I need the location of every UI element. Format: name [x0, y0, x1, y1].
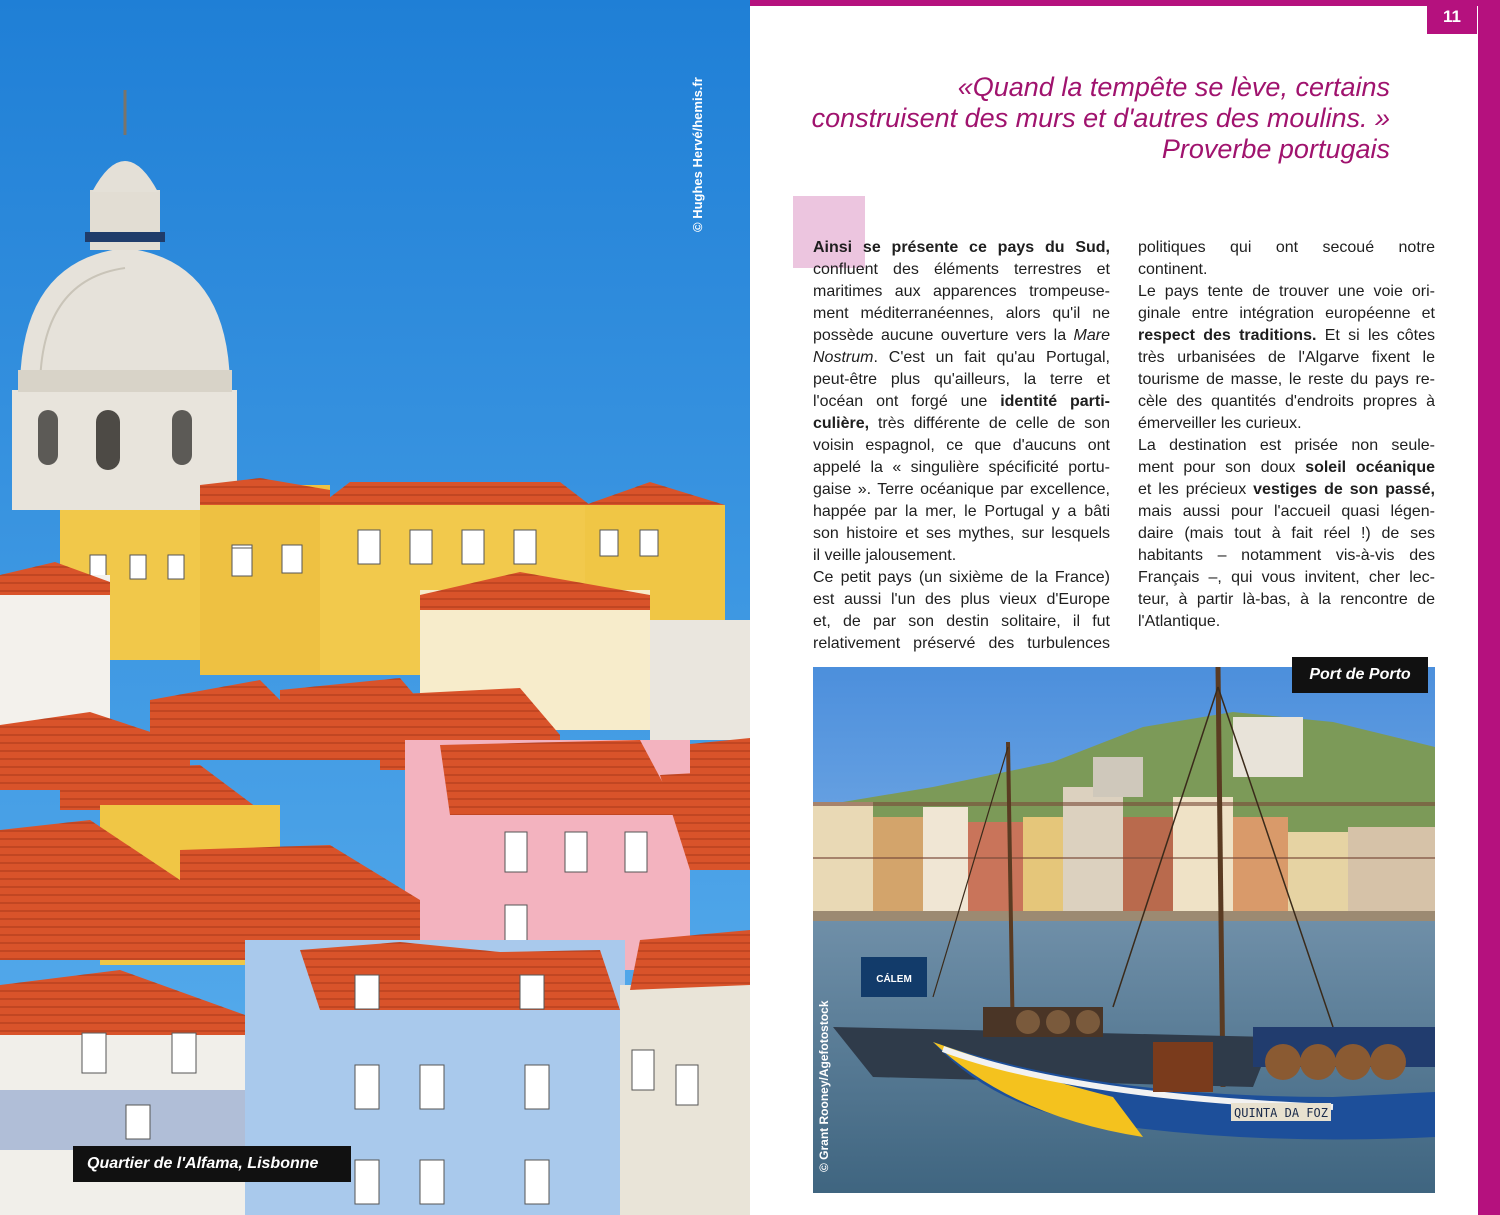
text-segment: émerveiller les curieux. — [1138, 415, 1302, 432]
text-line — [1138, 259, 1435, 281]
text-line — [813, 303, 1110, 325]
text-segment: son histoire et ses mythes, sur lesquels — [813, 525, 1110, 542]
text-line — [813, 501, 1110, 523]
text-segment: relativement préservé des turbulences — [813, 635, 1110, 652]
text-segment: . C'est un fait qu'au Portugal, — [873, 349, 1110, 366]
quote-line-2: construisent des murs et d'autres des moulins. » — [811, 103, 1390, 133]
text-line — [813, 435, 1110, 457]
text-segment: culière, — [813, 415, 870, 432]
text-segment: peut-être plus qu'ailleurs, la terre et — [813, 371, 1110, 388]
text-segment: très différente de celle de son — [869, 415, 1110, 432]
text-line — [813, 259, 1110, 281]
text-segment: respect des traditions. — [1138, 327, 1317, 344]
text-line — [1138, 303, 1435, 325]
text-segment: voisin espagnol, ce que d'aucuns ont — [813, 437, 1110, 454]
text-line — [813, 391, 1110, 413]
text-segment: Ainsi se présente ce pays du Sud, — [813, 239, 1110, 256]
text-segment: soleil océanique — [1305, 459, 1435, 476]
text-segment: cèle des quantités d'endroits propres à — [1138, 393, 1435, 410]
text-line — [813, 633, 1110, 655]
text-segment: Ce petit pays (un sixième de la France) — [813, 569, 1110, 586]
text-segment: ment méditerranéennes, alors qu'il ne — [813, 305, 1110, 322]
text-line — [813, 545, 1110, 567]
text-line — [1138, 567, 1435, 589]
text-segment: possède aucune ouverture vers la — [813, 327, 1074, 344]
text-column-1 — [813, 237, 1110, 655]
text-line — [813, 281, 1110, 303]
text-segment: teur, à partir là-bas, à la rencontre de — [1138, 591, 1435, 608]
text-line — [813, 237, 1110, 259]
text-segment: est aussi l'un des plus vieux d'Europe — [813, 591, 1110, 608]
text-segment: vestiges de son passé, — [1253, 481, 1436, 498]
text-line — [1138, 391, 1435, 413]
text-segment: l'océan ont forgé une — [813, 393, 1001, 410]
text-segment: habitants – notamment vis-à-vis des — [1138, 547, 1435, 564]
text-segment: politiques qui ont secoué notre — [1138, 239, 1435, 256]
text-line — [1138, 611, 1435, 633]
photo-credit-porto: © Grant Rooney/Agefotostock — [817, 1000, 831, 1172]
porto-illustration — [813, 667, 1435, 1193]
text-segment: La destination est prisée non seule- — [1138, 437, 1435, 454]
text-line — [1138, 457, 1435, 479]
text-segment: happée par la mer, le Portugal y a bâti — [813, 503, 1110, 520]
text-line — [1138, 281, 1435, 303]
text-line — [1138, 501, 1435, 523]
text-line — [813, 611, 1110, 633]
text-segment: ment pour son doux — [1138, 459, 1306, 476]
photo-credit-lisbon: © Hughes Hervé/hemis.fr — [690, 77, 705, 232]
text-segment: tourisme de masse, le reste du pays re- — [1138, 371, 1435, 388]
text-segment: et les précieux — [1138, 481, 1254, 498]
text-line — [1138, 589, 1435, 611]
text-segment: il veille jalousement. — [813, 547, 957, 564]
text-line — [813, 567, 1110, 589]
text-line — [813, 457, 1110, 479]
page-border-side — [1478, 0, 1500, 1215]
text-segment: Le pays tente de trouver une voie ori- — [1138, 283, 1435, 300]
text-line — [1138, 369, 1435, 391]
caption-lisbon: Quartier de l'Alfama, Lisbonne — [73, 1146, 351, 1182]
quote-attribution: Proverbe portugais — [1161, 134, 1390, 164]
text-line — [813, 413, 1110, 435]
text-segment: l'Atlantique. — [1138, 613, 1221, 630]
text-line — [813, 369, 1110, 391]
text-line — [813, 325, 1110, 347]
page-border-top — [750, 0, 1500, 6]
text-segment: appelé la « singulière spécificité portu- — [813, 459, 1110, 476]
text-line — [813, 523, 1110, 545]
text-segment: mais aussi pour l'accueil quasi légen- — [1138, 503, 1435, 520]
text-segment: confluent des éléments terrestres et — [813, 261, 1110, 278]
text-segment: Mare — [1073, 327, 1110, 344]
text-line — [1138, 523, 1435, 545]
caption-porto: Port de Porto — [1292, 657, 1428, 693]
text-segment: et, de par son destin solitaire, il fut — [813, 613, 1110, 630]
text-segment: maritimes aux apparences trompeuse- — [813, 283, 1110, 300]
text-segment: Français –, qui vous invitent, cher lec- — [1138, 569, 1435, 586]
text-column-2 — [1138, 237, 1435, 633]
text-line — [1138, 545, 1435, 567]
porto-photo — [813, 667, 1435, 1193]
boat-name-text: QUINTA DA FOZ — [1234, 1106, 1328, 1120]
text-segment: identité parti- — [1000, 393, 1110, 410]
page-number: 11 — [1427, 0, 1477, 34]
text-segment: daire (mais tout à fait réel !) de ses — [1138, 525, 1435, 542]
text-line — [813, 347, 1110, 369]
text-line — [1138, 413, 1435, 435]
text-line — [1138, 237, 1435, 259]
text-line — [1138, 435, 1435, 457]
text-segment: continent. — [1138, 261, 1208, 278]
text-line — [1138, 325, 1435, 347]
text-line — [1138, 479, 1435, 501]
quote-line-1: «Quand la tempête se lève, certains — [957, 72, 1390, 102]
text-line — [813, 589, 1110, 611]
text-line — [1138, 347, 1435, 369]
text-segment: très urbanisées de l'Algarve fixent le — [1138, 349, 1435, 366]
epigraph-quote — [790, 72, 1390, 165]
text-segment: Et si les côtes — [1316, 327, 1436, 344]
text-line — [813, 479, 1110, 501]
text-segment: Nostrum — [813, 349, 874, 366]
flag-text: CÁLEM — [876, 974, 912, 985]
text-segment: gaise ». Terre océanique par excellence, — [813, 481, 1110, 498]
text-segment: ginale entre intégration européenne et — [1138, 305, 1435, 322]
